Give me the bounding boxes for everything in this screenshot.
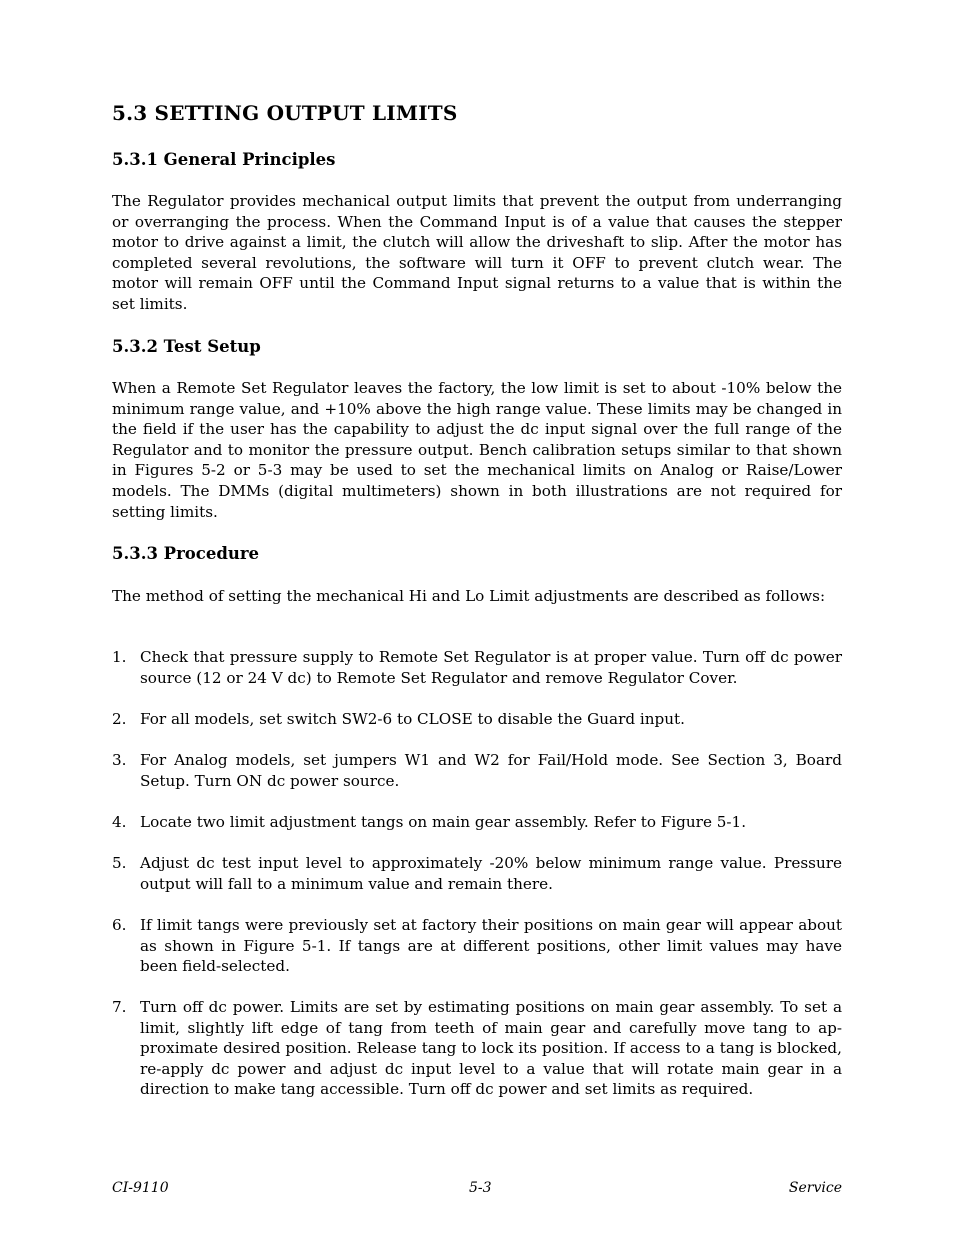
page-footer (112, 1180, 842, 1200)
procedure-step (112, 915, 842, 977)
step-text: For all models, set switch SW2-6 to CLOSE to disable the Guard input. (140, 710, 685, 728)
section-title: 5.3 SETTING OUTPUT LIMITS (112, 101, 458, 125)
paragraph-test-setup: When a Remote Set Regulator leaves the factory, the low limit is set to about -10% below the minimum range value, and +10% above the high range value. These limits may be changed in the field if the user has the capability to adjust the dc input signal over the full range of the Regulator and to monitor the pressure output. Bench calibration setups similar to that shown in Figures 5-2 or 5-3 may be used to set the mechanical limits on Analog or Raise/Lower models. The DMMs (digital multimeters) shown in both illustrations are not required for setting limits. (112, 379, 842, 521)
step-number: 1. (112, 648, 127, 666)
procedure-step (112, 812, 842, 833)
subsection-heading-general-principles: 5.3.1 General Principles (112, 150, 336, 169)
step-number: 5. (112, 854, 127, 872)
step-number: 3. (112, 751, 127, 769)
subsection-heading-procedure: 5.3.3 Procedure (112, 544, 260, 563)
step-number: 4. (112, 813, 127, 831)
step-number: 2. (112, 710, 127, 728)
procedure-step (112, 853, 842, 894)
step-text: Turn off dc power. Limits are set by estimating positions on main gear assembly. To set a limit, slightly lift edge of tang from teeth of main gear and carefully move tang to ap-proximate desired position. Release tang to lock its position. If access to a tang is blocked, re-apply dc power and adjust dc input level to a value that will rotate main gear in a direction to make tang accessible. Turn off dc power and set limits as required. (140, 998, 842, 1099)
procedure-step (112, 647, 842, 688)
step-text: Locate two limit adjustment tangs on main gear assembly. Refer to Figure 5-1. (140, 813, 747, 831)
step-text: For Analog models, set jumpers W1 and W2 for Fail/Hold mode. See Section 3, Board Setup. Turn ON dc power source. (140, 751, 842, 790)
footer-doc-id: CI-9110 (112, 1180, 169, 1196)
footer-page-number: 5-3 (469, 1180, 492, 1196)
procedure-step (112, 750, 842, 791)
step-number: 7. (112, 998, 127, 1016)
step-text: Check that pressure supply to Remote Set Regulator is at proper value. Turn off dc power source (12 or 24 V dc) to Remote Set Regulator and remove Regulator Cover. (140, 648, 842, 687)
step-text: If limit tangs were previously set at factory their positions on main gear will appear about as shown in Figure 5-1. If tangs are at different positions, other limit values may have been field-selected. (140, 916, 842, 976)
paragraph-general-principles: The Regulator provides mechanical output limits that prevent the output from underranging or overranging the process. When the Command Input is of a value that causes the stepper motor to drive against a limit, the clutch will allow the driveshaft to slip. After the motor has completed several revolutions, the software will turn it OFF to prevent clutch wear. The motor will remain OFF until the Command Input signal returns to a value that is within the set limits. (112, 192, 842, 313)
procedure-step (112, 709, 842, 730)
procedure-step (112, 997, 842, 1100)
subsection-heading-test-setup: 5.3.2 Test Setup (112, 337, 261, 356)
footer-chapter: Service (788, 1180, 842, 1196)
step-number: 6. (112, 916, 127, 934)
step-text: Adjust dc test input level to approximately -20% below minimum range value. Pressure output will fall to a minimum value and remain there. (140, 854, 842, 893)
paragraph-procedure-intro: The method of setting the mechanical Hi and Lo Limit adjustments are described as follows: (112, 587, 826, 605)
